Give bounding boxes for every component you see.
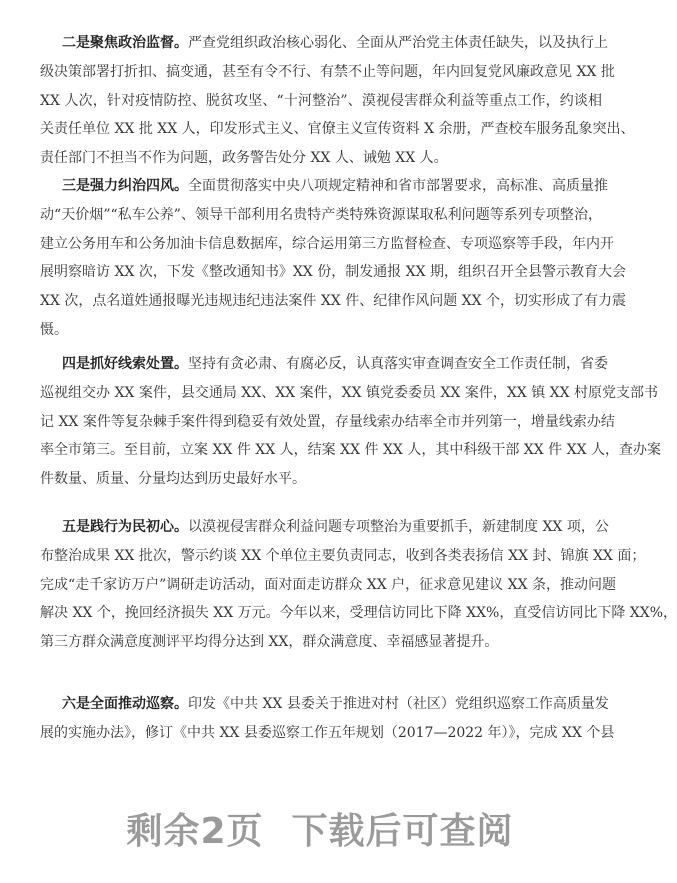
text-line [40,172,608,201]
line-text: 布整治成果 XX 批次，警示约谈 XX 个单位主要负责同志，收到各类表扬信 XX 封、锦旗 XX 面； [40,547,646,564]
paragraph-people-first [40,513,677,657]
line-text: 慑。 [40,321,68,338]
line-text: 记 XX 案件等复杂棘手案件得到稳妥有效处置，存量线索办结率全市并列第一，增量线索办结 [40,413,615,430]
paragraph-lead-heading: 二是聚焦政治监督。 [62,35,188,51]
text-line [40,408,615,437]
text-line [40,144,602,173]
line-text: 率全市第三。至目前，立案 XX 件 XX 人，结案 XX 件 XX 人，其中科级干部 XX 件 XX 人，查办案 [40,442,662,459]
line-text: 展明察暗访 XX 次，下发《整改通知书》XX 份，制发通报 XX 期，组织召开全县警示教育大会 [40,264,627,281]
paragraph-lead-heading: 六是全面推动巡察。 [62,696,188,712]
line-text: XX 次，点名道姓通报曝光违规违纪违法案件 XX 件、纪律作风问题 XX 个，切实形成了有力震 [40,293,627,310]
line-text: 建立公务用车和公务加油卡信息数据库，综合运用第三方监督检查、专项巡察等手段，年内开 [40,235,614,252]
text-line [40,513,609,542]
text-line [40,719,615,748]
text-line [40,542,646,571]
text-line [40,465,602,494]
text-line [40,258,627,287]
paragraph-four-winds [40,172,627,345]
text-line [40,230,614,259]
text-line [40,115,635,144]
download-prompt-text: 下载后可查阅 [291,811,514,852]
line-text: 展的实施办法》，修订《中共 XX 县委巡察工作五年规划（2017—2022 年）》，完成 XX 个县 [40,724,615,741]
text-line [40,58,615,87]
line-text: 全面贯彻落实中央八项规定精神和省市部署要求，高标准、高质量推 [188,178,608,194]
line-text: 解决 XX 个，挽回经济损失 XX 万元。今年以来，受理信访同比下降 XX%，直受信访同比下降 XX%， [40,605,677,622]
text-line [40,690,609,719]
paragraph-inspection [40,690,615,748]
paragraph-lead-heading: 三是强力纠治四风。 [62,178,188,194]
text-line [40,287,627,316]
remaining-pages-text: 剩余2页 [126,811,264,852]
line-text: 件数量、质量、分量均达到历史最好水平。 [40,471,306,488]
line-text: 责任部门不担当不作为问题，政务警告处分 XX 人、诫勉 XX 人。 [40,150,448,167]
paragraph-clue-handling [40,350,662,494]
text-line [40,350,608,379]
line-text: 严查党组织政治核心弱化、全面从严治党主体责任缺失，以及执行上 [188,35,608,51]
text-line [40,628,602,657]
text-line [40,599,677,628]
paragraph-lead-heading: 四是抓好线索处置。 [62,356,188,372]
line-text: XX 人次，针对疫情防控、脱贫攻坚、“十河整治”、漠视侵害群众利益等重点工作，约谈相 [40,92,602,109]
text-line [40,571,616,600]
line-text: 印发《中共 XX 县委关于推进对村（社区）党组织巡察工作高质量发 [188,696,609,712]
line-text: 巡视组交办 XX 案件，县交通局 XX、XX 案件，XX 镇党委委员 XX 案件，XX 镇 XX 村原党支部书 [40,384,659,401]
text-line [40,29,608,58]
paragraph-political-supervision [40,29,635,173]
line-text: 第三方群众满意度测评平均得分达到 XX，群众满意度、幸福感显著提升。 [40,634,499,651]
text-line [40,201,602,230]
text-line [40,436,662,465]
paragraph-lead-heading: 五是践行为民初心。 [62,519,188,535]
line-text: 完成“走千家访万户”调研走访活动，面对面走访群众 XX 户，征求意见建议 XX 条，推动问题 [40,576,616,593]
text-line [40,316,602,345]
line-text: 级决策部署打折扣、搞变通，甚至有令不行、有禁不止等问题，年内回复党风廉政意见 XX 批 [40,63,615,80]
text-line [40,379,659,408]
text-line [40,87,602,116]
line-text: 关责任单位 XX 批 XX 人，印发形式主义、官僚主义宣传资料 X 余册，严查校车服务乱象突出、 [40,121,635,138]
line-text: 以漠视侵害群众利益问题专项整治为重要抓手，新建制度 XX 项，公 [188,519,609,535]
download-watermark[interactable] [0,803,640,854]
line-text: 动“天价烟”“私车公养”、领导干部利用名贵特产类特殊资源谋取私利问题等系列专项整治， [40,206,602,223]
line-text: 坚持有贪必肃、有腐必反，认真落实审查调查安全工作责任制，省委 [188,356,608,372]
